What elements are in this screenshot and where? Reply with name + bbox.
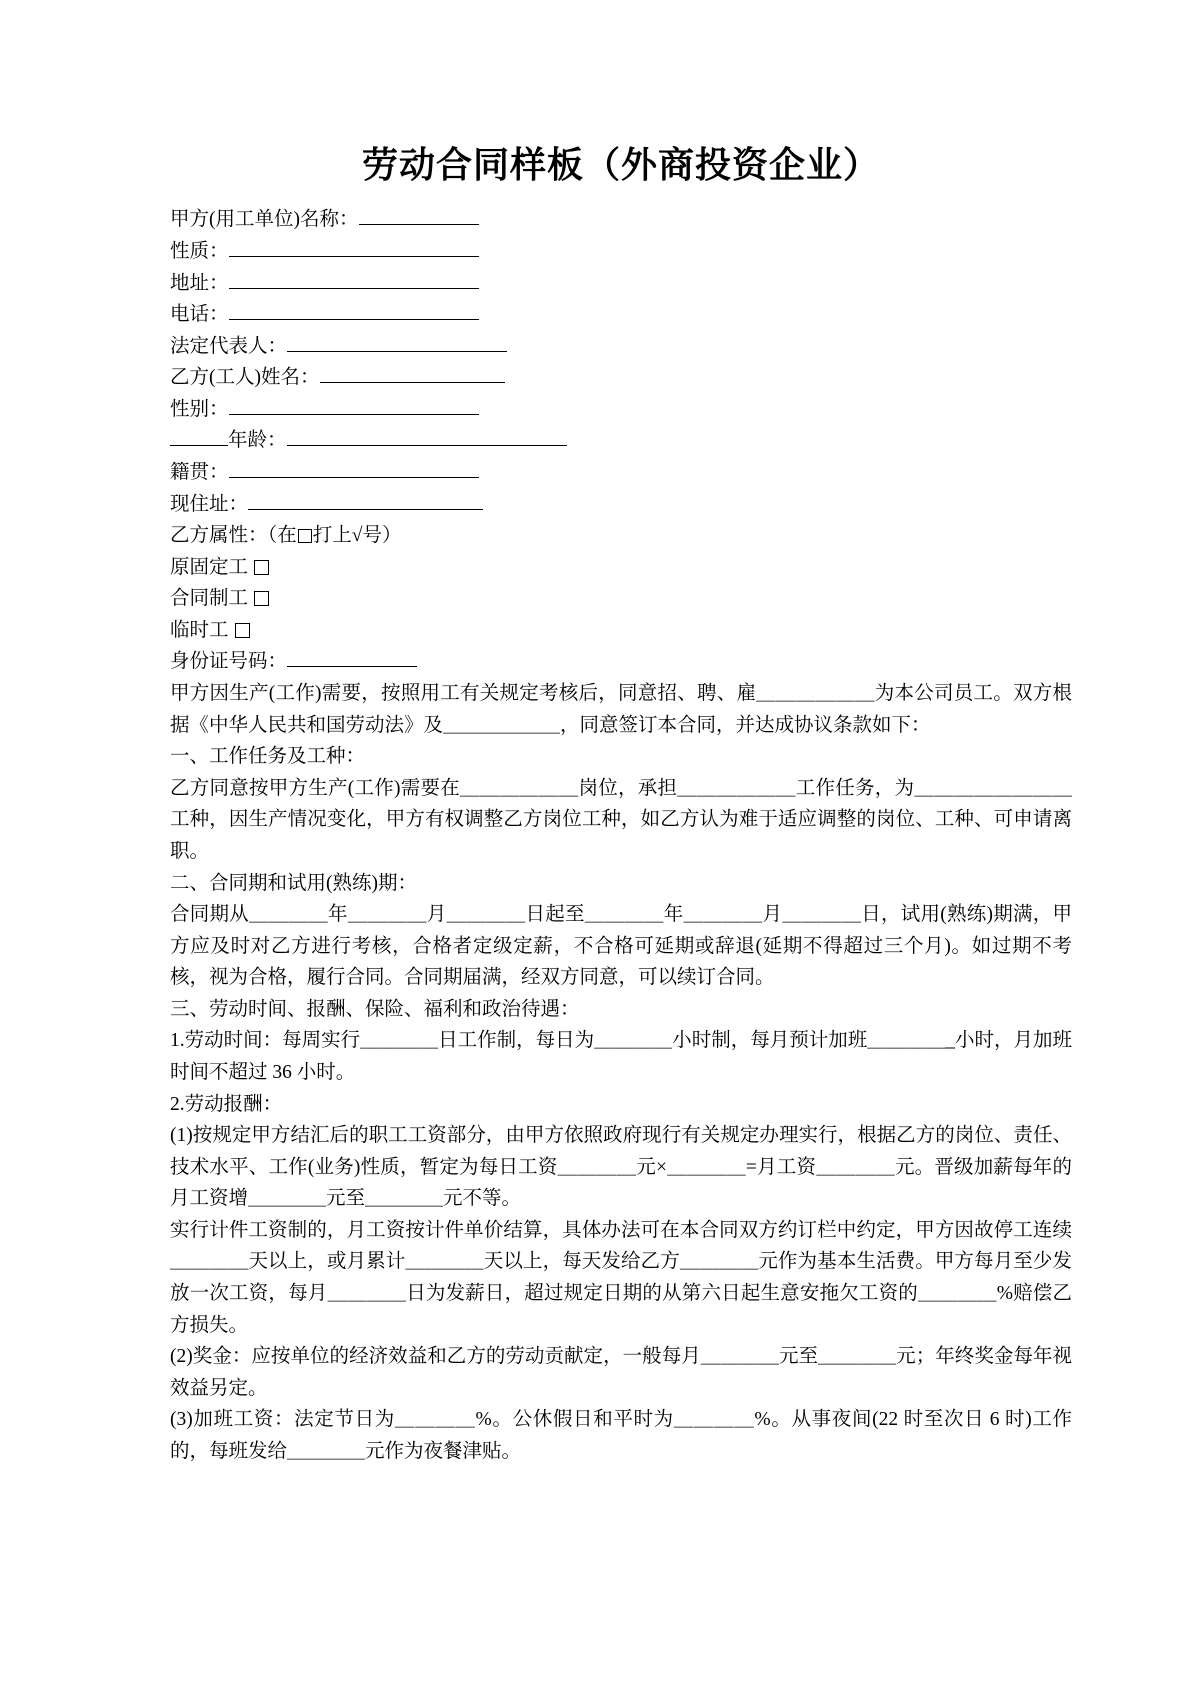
paragraph-section-3-heading: 三、劳动时间、报酬、保险、福利和政治待遇： (170, 998, 580, 1020)
field-prefix-blank (170, 426, 228, 447)
attribute-heading-tail-text: 打上√号） (312, 525, 402, 547)
field-line-phone (170, 299, 1072, 331)
field-label: 性质： (170, 240, 229, 262)
checkbox-label: 临时工 (170, 619, 229, 641)
field-blank (229, 458, 479, 479)
paragraph-section-2-body: 合同期从＿＿＿＿年＿＿＿＿月＿＿＿＿日起至＿＿＿＿年＿＿＿＿月＿＿＿＿日，试用(熟练)期满，甲方应及时对乙方进行考核，合格者定级定薪，不合格可延期或辞退(延期不得超过三个月)。如过期不考核，视为合格，履行合同。合同期届满，经双方同意，可以续订合同。 (170, 904, 1072, 989)
checkbox-label: 合同制工 (170, 588, 249, 610)
document-body (170, 204, 1072, 1467)
paragraph-intro: 甲方因生产(工作)需要，按照用工有关规定考核后，同意招、聘、雇＿＿＿＿＿＿为本公司员工。双方根据《中华人民共和国劳动法》及＿＿＿＿＿＿，同意签订本合同，并达成协议条款如下： (170, 683, 1072, 736)
paragraph-remuneration-1: (1)按规定甲方结汇后的职工工资部分，由甲方依照政府现行有关规定办理实行，根据乙方的岗位、责任、技术水平、工作(业务)性质，暂定为每日工资＿＿＿＿元×＿＿＿＿=月工资＿＿＿＿元。晋级加薪每年的月工资增＿＿＿＿元至＿＿＿＿元不等。 (170, 1125, 1072, 1210)
field-line-gender (170, 394, 1072, 426)
checkbox-icon[interactable] (235, 623, 250, 638)
paragraph-section-1-heading: 一、工作任务及工种： (170, 746, 366, 768)
field-label: 身份证号码： (170, 651, 288, 673)
paragraph-section-2-heading: 二、合同期和试用(熟练)期： (170, 872, 417, 894)
field-label: 地址： (170, 272, 229, 294)
field-blank (229, 268, 479, 289)
field-line-address (170, 268, 1072, 300)
checkbox-option-temporary[interactable] (170, 615, 1072, 647)
field-label: 性别： (170, 398, 229, 420)
checkbox-icon (298, 529, 312, 543)
field-blank (320, 363, 505, 384)
party-b-attribute-heading (170, 520, 1072, 552)
field-line-party-a-name (170, 204, 1072, 236)
field-label: 籍贯： (170, 462, 229, 484)
paragraph-remuneration-heading: 2.劳动报酬： (170, 1093, 283, 1115)
field-blank (287, 647, 417, 668)
field-label: 电话： (170, 304, 229, 326)
checkbox-icon[interactable] (254, 560, 269, 575)
field-label: 年龄： (228, 430, 287, 452)
checkbox-option-contract[interactable] (170, 583, 1072, 615)
attribute-heading-text: 乙方属性：（在 (170, 525, 297, 547)
checkbox-option-permanent[interactable] (170, 552, 1072, 584)
page-title: 劳动合同样板（外商投资企业） (361, 145, 880, 185)
field-blank (229, 300, 479, 321)
field-blank (229, 236, 479, 257)
paragraph-working-hours: 1.劳动时间：每周实行＿＿＿＿日工作制，每日为＿＿＿＿小时制，每月预计加班＿＿＿＿_小时，月加班时间不超过 36 小时。 (170, 1030, 1072, 1083)
field-label: 乙方(工人)姓名： (170, 367, 320, 389)
field-blank (359, 205, 479, 226)
checkbox-icon[interactable] (254, 591, 269, 606)
field-line-age (170, 425, 1072, 457)
field-blank (287, 426, 567, 447)
field-line-id-number (170, 646, 1072, 678)
field-line-native-place (170, 457, 1072, 489)
checkbox-label: 原固定工 (170, 556, 249, 578)
paragraph-section-1-body: 乙方同意按甲方生产(工作)需要在＿＿＿＿＿＿岗位，承担＿＿＿＿＿＿工作任务，为＿＿＿＿＿＿＿＿工种，因生产情况变化，甲方有权调整乙方岗位工种，如乙方认为难于适应调整的岗位、工种、可申请离职。 (170, 777, 1072, 862)
paragraph-bonus: (2)奖金：应按单位的经济效益和乙方的劳动贡献定，一般每月＿＿＿＿元至＿＿＿＿元；年终奖金每年视效益另定。 (170, 1346, 1072, 1399)
field-blank (287, 331, 507, 352)
field-line-nature (170, 236, 1072, 268)
field-label: 法定代表人： (170, 335, 288, 357)
field-line-current-address (170, 489, 1072, 521)
field-blank (229, 394, 479, 415)
field-blank (248, 489, 483, 510)
field-label: 甲方(用工单位)名称： (170, 209, 359, 231)
field-line-party-b-name (170, 362, 1072, 394)
paragraph-overtime-wage: (3)加班工资：法定节日为＿＿＿＿%。公休假日和平时为＿＿＿＿%。从事夜间(22 时至次日 6 时)工作的，每班发给＿＿＿＿元作为夜餐津贴。 (170, 1409, 1072, 1462)
field-line-legal-rep (170, 331, 1072, 363)
paragraph-piecework-wage: 实行计件工资制的，月工资按计件单价结算，具体办法可在本合同双方约订栏中约定，甲方因故停工连续＿＿＿＿天以上，或月累计＿＿＿＿天以上，每天发给乙方＿＿＿＿元作为基本生活费。甲方每月至少发放一次工资，每月＿＿＿＿日为发薪日，超过规定日期的从第六日起生意安拖欠工资的＿＿＿＿%赔偿乙方损失。 (170, 1219, 1072, 1336)
field-label: 现住址： (170, 493, 249, 515)
